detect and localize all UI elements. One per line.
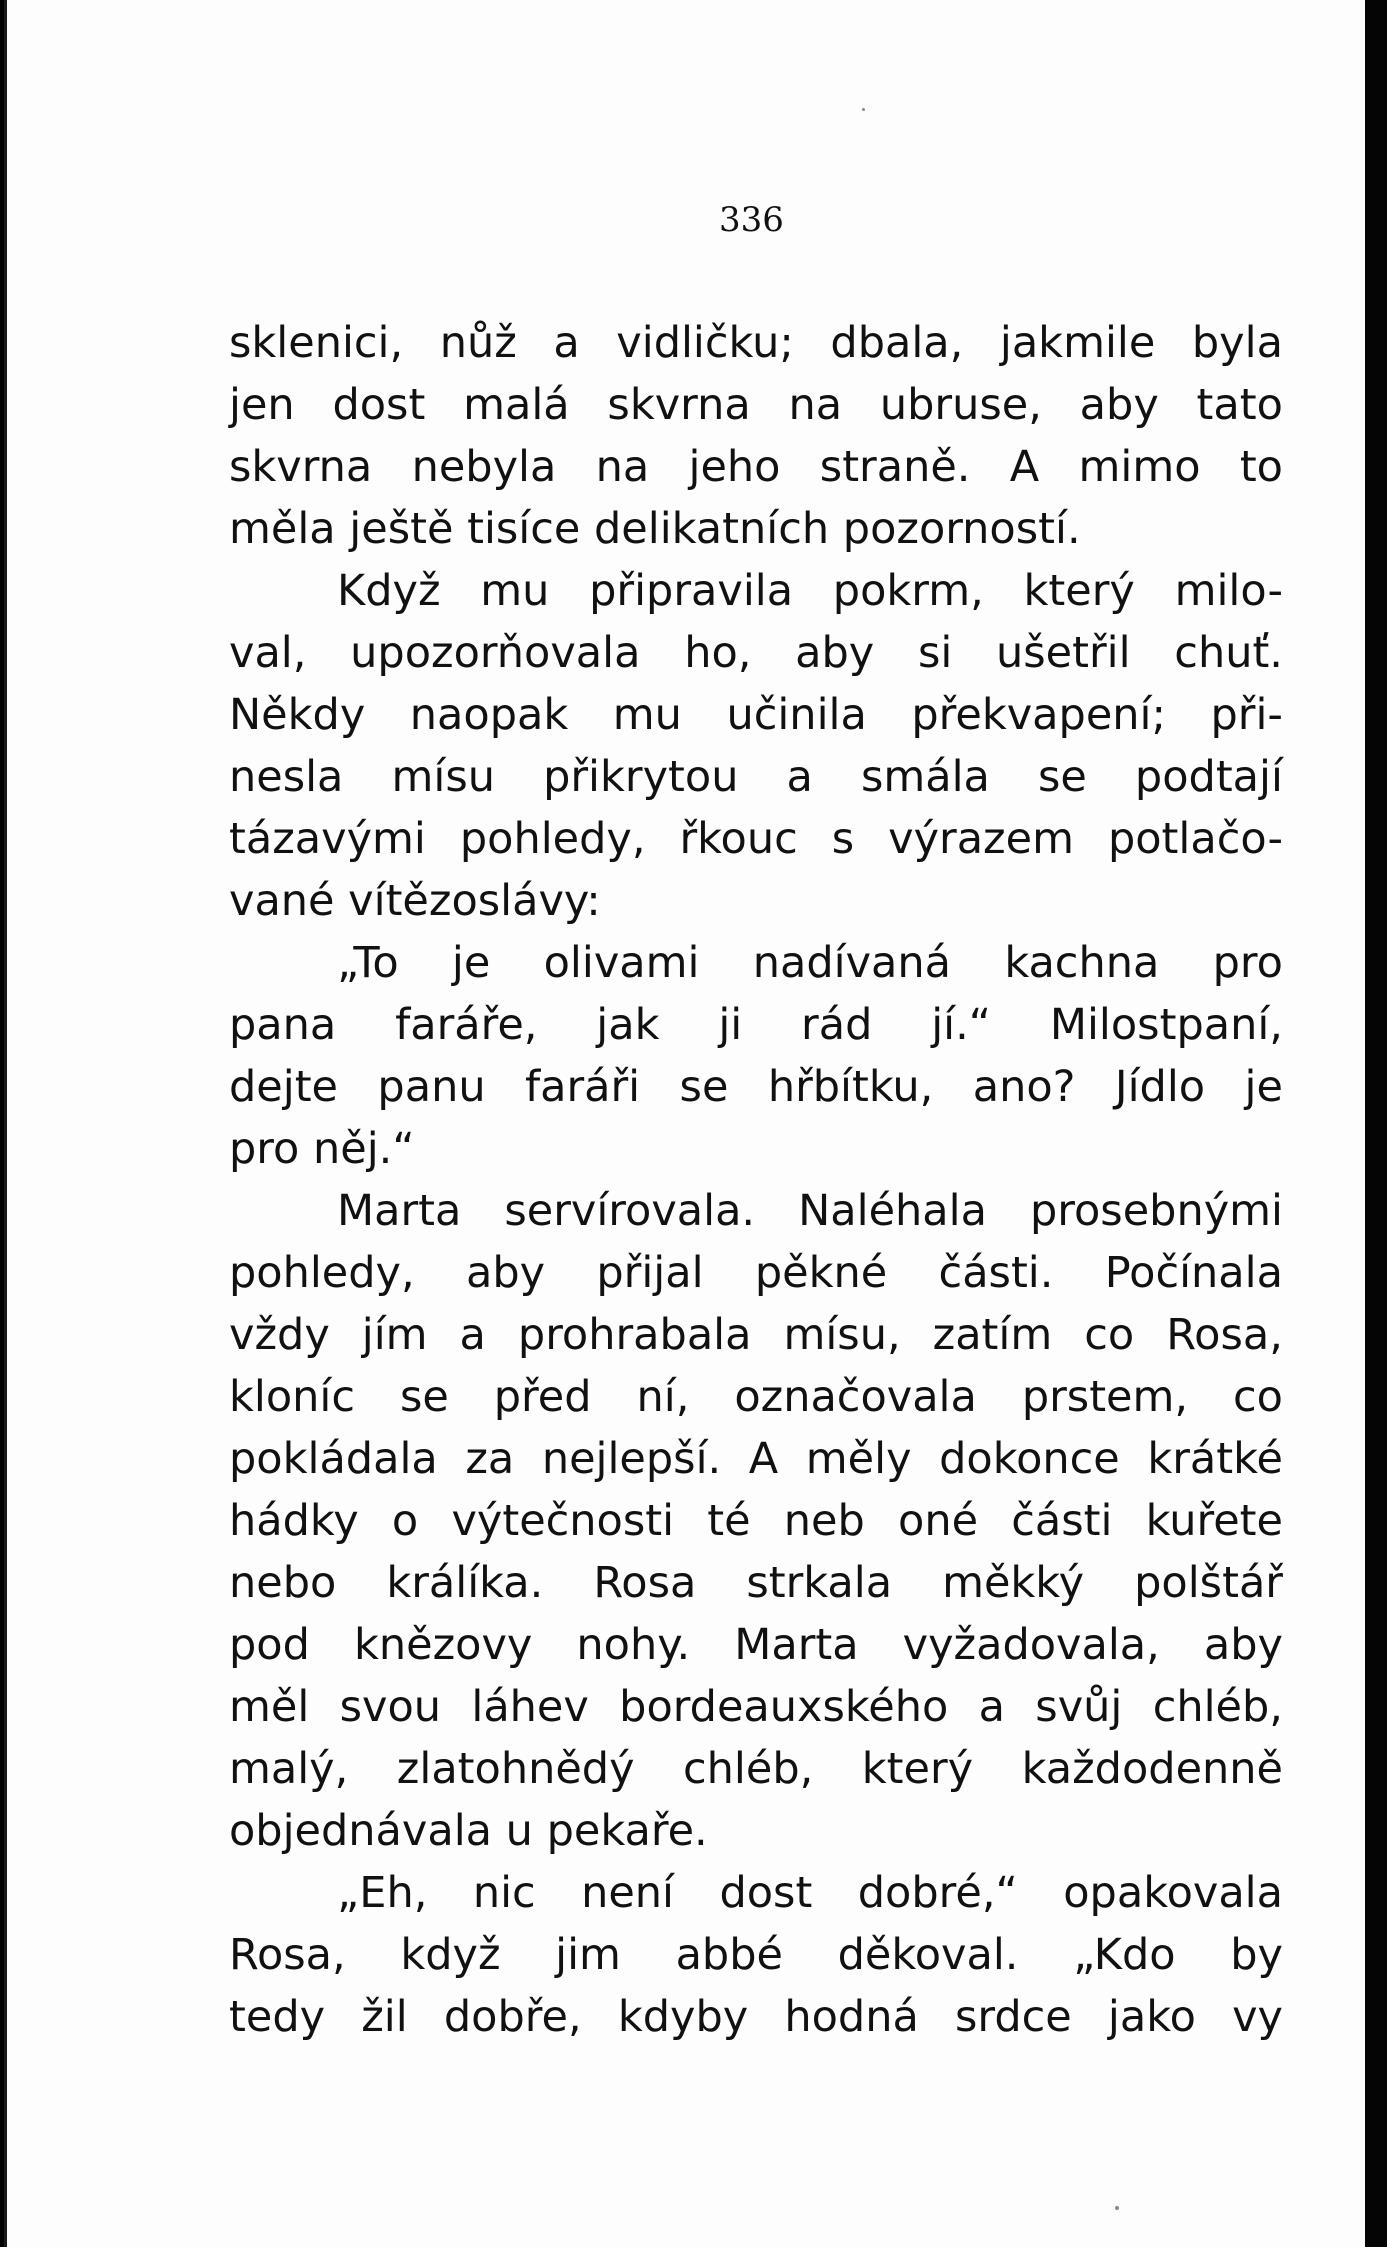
book-page	[4, 0, 1368, 2247]
text-line: sklenici, nůž a vidličku; dbala, jakmile byla	[229, 318, 1283, 368]
text-line: vždy jím a prohrabala mísu, zatím co Rosa,	[229, 1310, 1283, 1360]
text-line: Když mu připravila pokrm, který milo-	[337, 566, 1283, 616]
text-line: Někdy naopak mu učinila překvapení; při-	[229, 690, 1283, 740]
text-line: tázavými pohledy, řkouc s výrazem potlačo-	[229, 814, 1283, 864]
text-line: pod knězovy nohy. Marta vyžadovala, aby	[229, 1620, 1283, 1670]
text-line: dejte panu faráři se hřbítku, ano? Jídlo je	[229, 1062, 1283, 1112]
body-text	[229, 312, 1283, 2048]
text-line: pokládala za nejlepší. A měly dokonce krátké	[229, 1434, 1283, 1484]
text-line: pohledy, aby přijal pěkné části. Počínala	[229, 1248, 1283, 1298]
text-line: tedy žil dobře, kdyby hodná srdce jako vy	[229, 1992, 1283, 2042]
text-line: pana faráře, jak ji rád jí.“ Milostpaní,	[229, 1000, 1283, 1050]
paper-speck	[862, 108, 865, 111]
text-line: objednávala u pekaře.	[229, 1806, 708, 1856]
text-line: měl svou láhev bordeauxského a svůj chléb,	[229, 1682, 1283, 1732]
text-line: hádky o výtečnosti té neb oné části kuřete	[229, 1496, 1283, 1546]
scan-edge	[1365, 0, 1387, 2247]
paper-speck	[1115, 2206, 1119, 2210]
text-line: „To je olivami nadívaná kachna pro	[337, 938, 1283, 988]
text-line: nebo králíka. Rosa strkala měkký polštář	[229, 1558, 1283, 1608]
text-line: „Eh, nic není dost dobré,“ opakovala	[337, 1868, 1283, 1918]
text-line: val, upozorňovala ho, aby si ušetřil chuť.	[229, 628, 1283, 678]
text-line: nesla mísu přikrytou a smála se podtají	[229, 752, 1283, 802]
text-line: kloníc se před ní, označovala prstem, co	[229, 1372, 1283, 1422]
text-line: pro něj.“	[229, 1124, 415, 1174]
text-line: Rosa, když jim abbé děkoval. „Kdo by	[229, 1930, 1283, 1980]
page-number: 336	[719, 200, 784, 240]
text-line: jen dost malá skvrna na ubruse, aby tato	[229, 380, 1283, 430]
text-line: malý, zlatohnědý chléb, který každodenně	[229, 1744, 1283, 1794]
text-line: měla ještě tisíce delikatních pozorností.	[229, 504, 1081, 554]
text-line: vané vítězoslávy:	[229, 876, 601, 926]
text-line: Marta servírovala. Naléhala prosebnými	[337, 1186, 1283, 1236]
text-line: skvrna nebyla na jeho straně. A mimo to	[229, 442, 1283, 492]
